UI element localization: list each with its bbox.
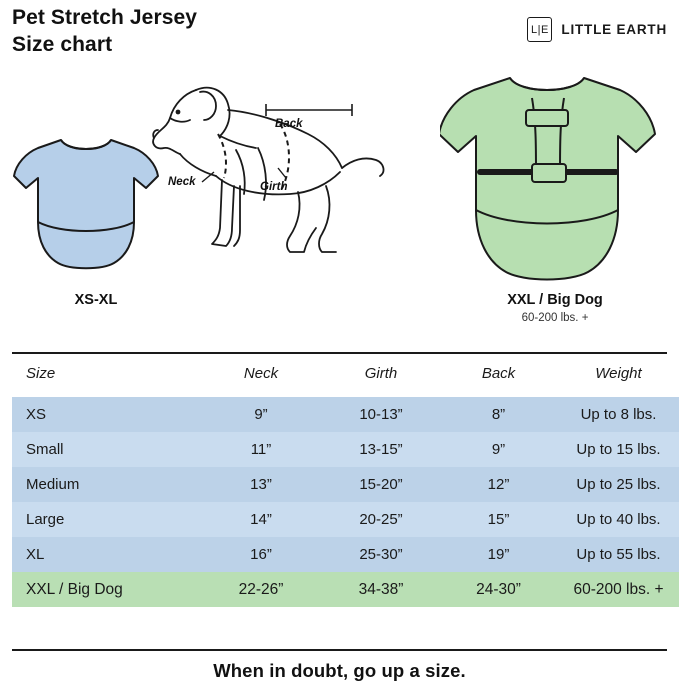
cell-girth: 10-13”: [321, 397, 441, 432]
cell-size: XS: [12, 397, 201, 432]
big-jersey-subcaption: 60-200 lbs. +: [521, 312, 589, 324]
cell-girth: 34-38”: [321, 572, 441, 607]
table-row-highlight: [12, 572, 679, 607]
table-row: [12, 432, 679, 467]
big-jersey-illustration: [440, 60, 670, 295]
illustration-band: [0, 60, 679, 348]
cell-back: 9”: [441, 432, 556, 467]
cell-back: 8”: [441, 397, 556, 432]
cell-neck: 22-26”: [201, 572, 321, 607]
cell-neck: 14”: [201, 502, 321, 537]
label-neck: Neck: [168, 176, 196, 188]
cell-back: 15”: [441, 502, 556, 537]
cell-size: XL: [12, 537, 201, 572]
cell-size: Medium: [12, 467, 201, 502]
divider-bottom: [12, 649, 667, 651]
page-title: [12, 4, 197, 58]
header-back: Back: [481, 365, 516, 382]
table-row: [12, 502, 679, 537]
header-girth: Girth: [364, 365, 398, 382]
cell-weight: Up to 8 lbs.: [556, 397, 679, 432]
cell-weight: 60-200 lbs. +: [556, 572, 679, 607]
header-size: Size: [26, 365, 56, 382]
table-header-row: [12, 356, 679, 397]
cell-weight: Up to 40 lbs.: [556, 502, 679, 537]
cell-neck: 9”: [201, 397, 321, 432]
cell-girth: 15-20”: [321, 467, 441, 502]
size-table-wrapper: [12, 356, 667, 607]
size-table: [12, 356, 679, 607]
cell-back: 19”: [441, 537, 556, 572]
cell-size: Small: [12, 432, 201, 467]
cell-neck: 13”: [201, 467, 321, 502]
table-row: [12, 537, 679, 572]
cell-neck: 16”: [201, 537, 321, 572]
cell-weight: Up to 15 lbs.: [556, 432, 679, 467]
small-jersey-caption: XS-XL: [74, 292, 118, 308]
cell-girth: 13-15”: [321, 432, 441, 467]
footer-note: When in doubt, go up a size.: [213, 660, 466, 681]
table-row: [12, 397, 679, 432]
cell-weight: Up to 25 lbs.: [556, 467, 679, 502]
table-row: [12, 467, 679, 502]
cell-neck: 11”: [201, 432, 321, 467]
label-girth: Girth: [260, 181, 288, 193]
divider-top: [12, 352, 667, 354]
title-line-2: Size chart: [12, 33, 113, 56]
cell-back: 24-30”: [441, 572, 556, 607]
cell-size: Large: [12, 502, 201, 537]
cell-girth: 25-30”: [321, 537, 441, 572]
brand-logo: [527, 17, 667, 42]
header-neck: Neck: [243, 365, 279, 382]
brand-monogram-icon: L|E: [527, 17, 552, 42]
cell-size: XXL / Big Dog: [12, 572, 201, 607]
label-back: Back: [275, 118, 303, 130]
cell-weight: Up to 55 lbs.: [556, 537, 679, 572]
big-jersey-caption: XXL / Big Dog: [507, 292, 603, 308]
cell-back: 12”: [441, 467, 556, 502]
dog-measurement-illustration: [140, 68, 400, 293]
header-weight: Weight: [595, 365, 642, 382]
title-line-1: Pet Stretch Jersey: [12, 6, 198, 29]
cell-girth: 20-25”: [321, 502, 441, 537]
header: [12, 4, 667, 62]
brand-name: LITTLE EARTH: [561, 22, 667, 37]
